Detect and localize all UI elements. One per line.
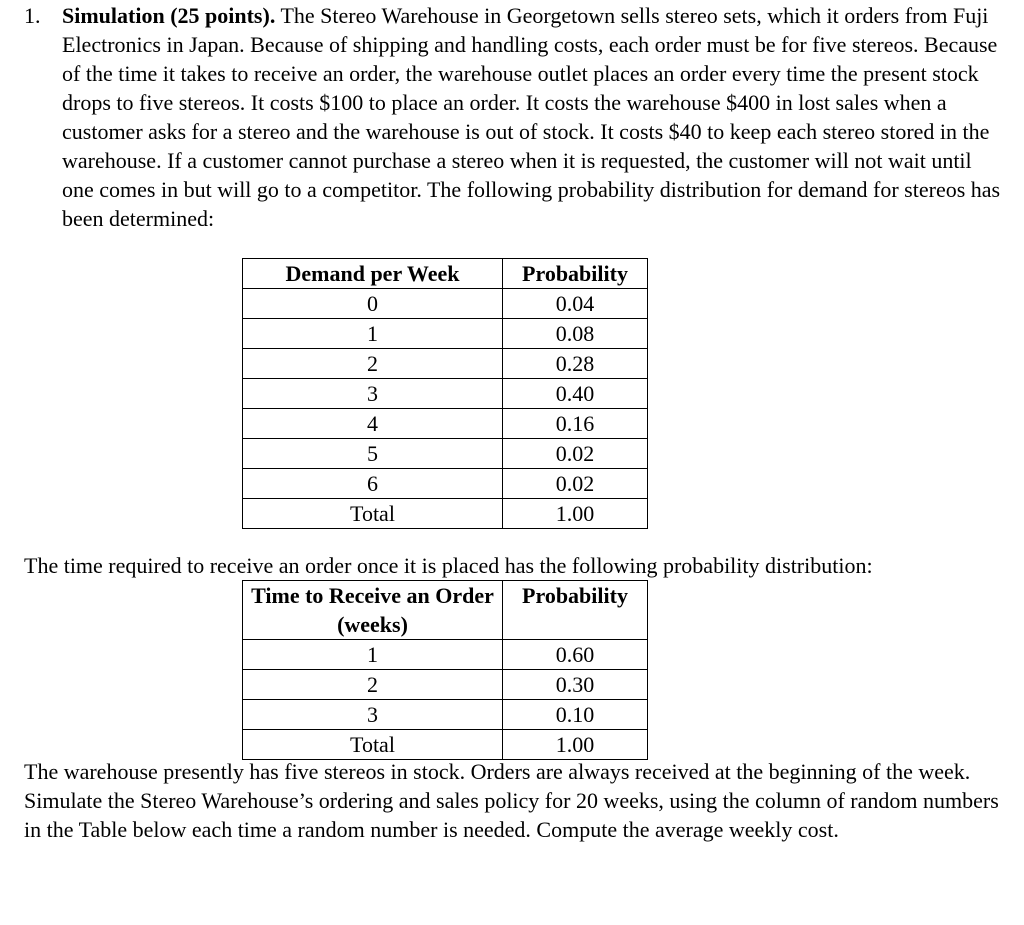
table-row — [243, 700, 648, 730]
demand-cell: 1 — [243, 319, 503, 349]
probability-cell: 0.30 — [503, 670, 648, 700]
probability-cell: 0.04 — [503, 289, 648, 319]
table-row — [243, 640, 648, 670]
demand-cell: 4 — [243, 409, 503, 439]
problem-number: 1. — [24, 3, 41, 28]
table-header-row — [243, 581, 648, 640]
demand-cell: 5 — [243, 439, 503, 469]
table-total-row — [243, 499, 648, 529]
probability-cell: 0.02 — [503, 469, 648, 499]
total-label-cell: Total — [243, 730, 503, 760]
lead-time-cell: 1 — [243, 640, 503, 670]
closing-instructions: The warehouse presently has five stereos in stock. Orders are always received at the beginning of the week. Simulate the Stereo Warehouse’s ordering and sales policy for 20 weeks, using the column of random numbers in the Table below each time a random number is needed. Compute the average weekly cost. — [24, 759, 999, 842]
probability-cell: 0.60 — [503, 640, 648, 670]
demand-cell: 2 — [243, 349, 503, 379]
table-row — [243, 670, 648, 700]
probability-header: Probability — [503, 581, 648, 640]
lead-time-distribution-table — [242, 580, 648, 760]
problem-title: Simulation (25 points). — [62, 3, 276, 28]
table-row — [243, 289, 648, 319]
probability-cell: 0.16 — [503, 409, 648, 439]
lead-time-cell: 3 — [243, 700, 503, 730]
demand-distribution-table — [242, 258, 648, 529]
probability-cell: 0.28 — [503, 349, 648, 379]
demand-cell: 0 — [243, 289, 503, 319]
probability-cell: 0.08 — [503, 319, 648, 349]
lead-time-cell: 2 — [243, 670, 503, 700]
total-value-cell: 1.00 — [503, 499, 648, 529]
probability-cell: 0.40 — [503, 379, 648, 409]
demand-cell: 6 — [243, 469, 503, 499]
lead-time-intro: The time required to receive an order once it is placed has the following probability distribution: — [24, 553, 873, 578]
table-row — [243, 319, 648, 349]
probability-cell: 0.02 — [503, 439, 648, 469]
total-label-cell: Total — [243, 499, 503, 529]
table-row — [243, 349, 648, 379]
probability-cell: 0.10 — [503, 700, 648, 730]
table-row — [243, 379, 648, 409]
total-value-cell: 1.00 — [503, 730, 648, 760]
probability-header: Probability — [503, 259, 648, 289]
table-header-row — [243, 259, 648, 289]
demand-header: Demand per Week — [243, 259, 503, 289]
problem-intro-text: The Stereo Warehouse in Georgetown sells stereo sets, which it orders from Fuji Electronics in Japan. Because of shipping and handling costs, each order must be for five stereos. Because of the time it takes to receive an order, the warehouse outlet places an order every time the present stock drops to five stereos. It costs $100 to place an order. It costs the warehouse $400 in lost sales when a customer asks for a stereo and the warehouse is out of stock. It costs $40 to keep each stereo stored in the warehouse. If a customer cannot purchase a stereo when it is requested, the customer will not wait until one comes in but will go to a competitor. The following probability distribution for demand for stereos has been determined: — [62, 3, 1001, 231]
problem-intro — [62, 1, 1002, 233]
lead-time-header: Time to Receive an Order (weeks) — [243, 581, 503, 640]
table-total-row — [243, 730, 648, 760]
table-row — [243, 439, 648, 469]
table-row — [243, 469, 648, 499]
table-row — [243, 409, 648, 439]
demand-cell: 3 — [243, 379, 503, 409]
